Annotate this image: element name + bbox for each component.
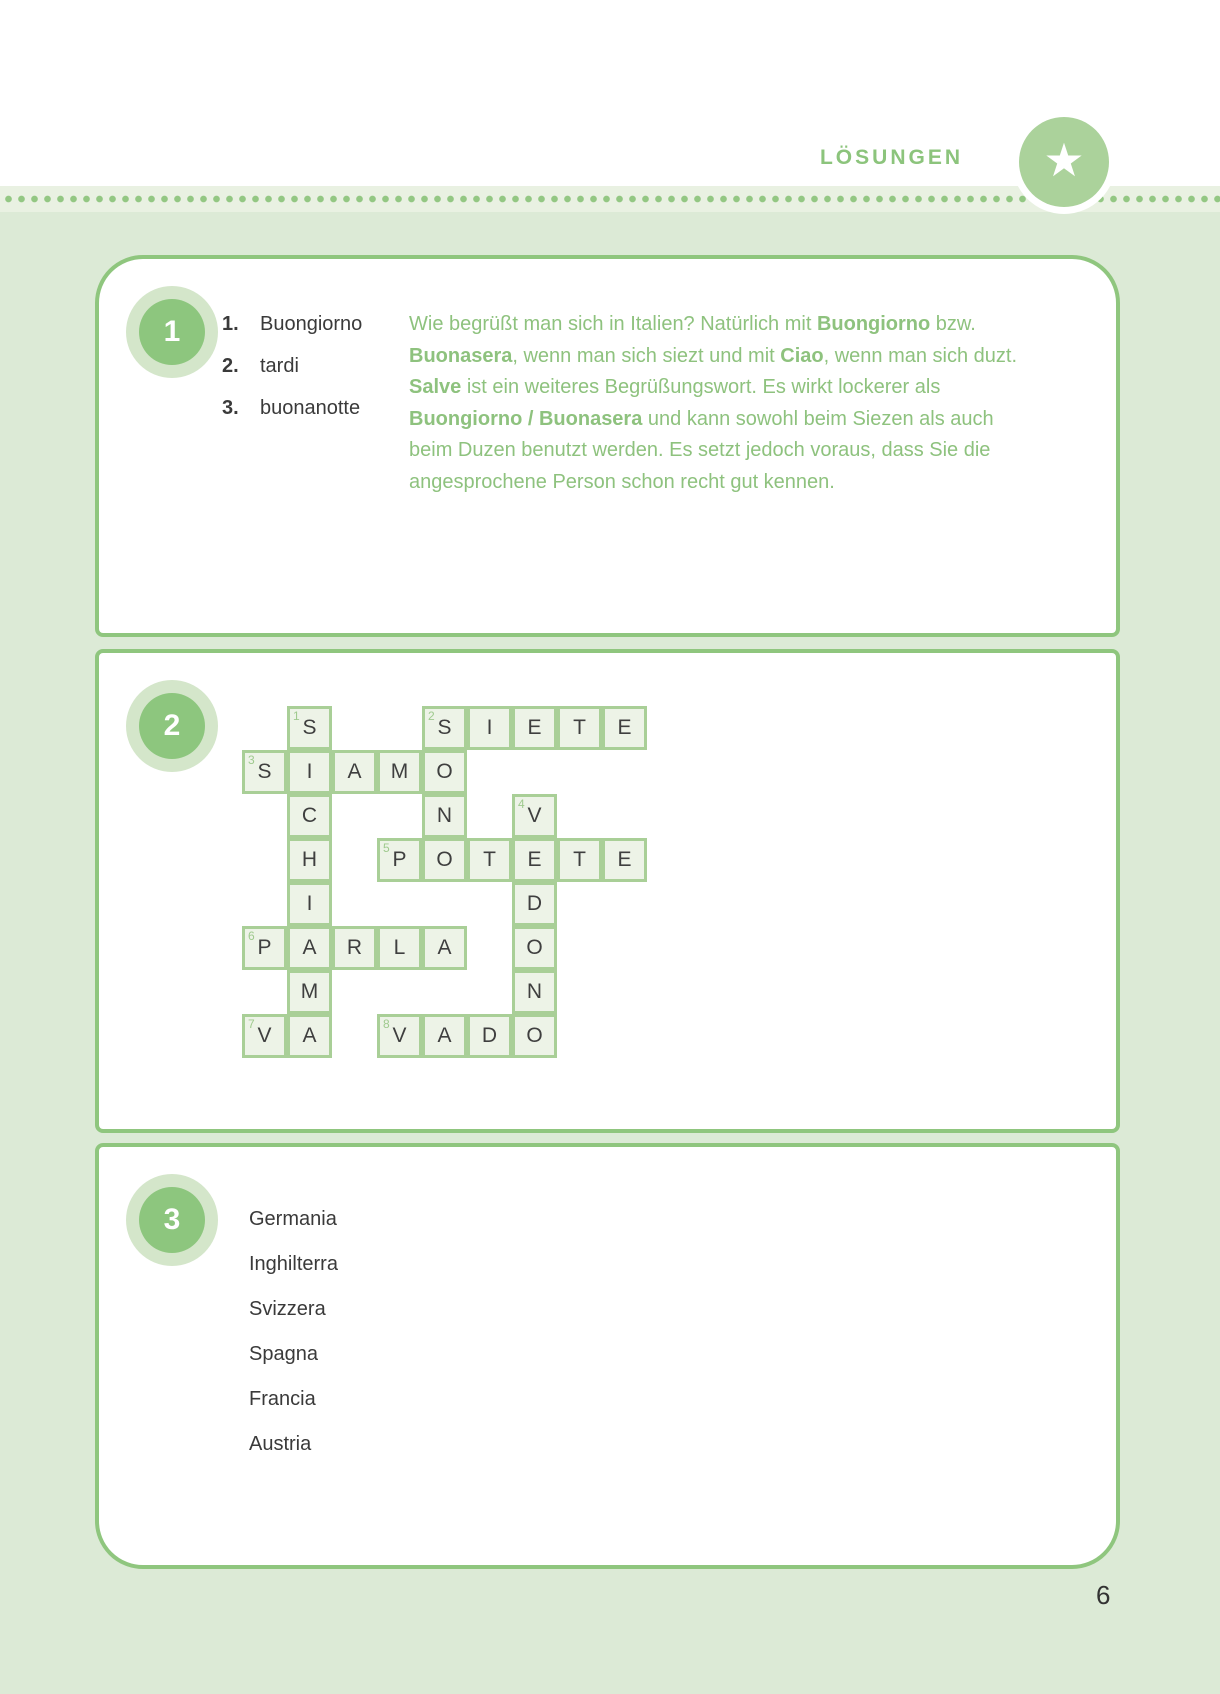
explanation-segment: Wie begrüßt man sich in Italien? Natürlich mit — [409, 313, 817, 335]
crossword-cell-letter: H — [301, 848, 318, 871]
star-icon: ★ — [1043, 134, 1085, 186]
crossword-cell-number: 4 — [518, 797, 525, 811]
crossword-cell-letter: N — [436, 804, 453, 827]
crossword-cell-letter: L — [393, 936, 406, 959]
crossword-cell — [422, 838, 467, 882]
crossword-cell — [287, 926, 332, 970]
exercise2-box — [95, 649, 1120, 1133]
crossword-cell-number: 8 — [383, 1017, 390, 1031]
crossword-cell — [512, 1014, 557, 1058]
crossword-cell — [467, 706, 512, 750]
crossword-cell-letter: V — [392, 1024, 407, 1047]
country-item: Francia — [249, 1388, 316, 1410]
explanation-segment: ist ein weiteres Begrüßungswort. Es wirkt lockerer als — [461, 376, 941, 398]
explanation-segment: Ciao — [780, 344, 824, 367]
crossword-cell — [287, 706, 332, 750]
crossword-cell — [242, 1014, 287, 1058]
crossword-cell-number: 6 — [248, 929, 255, 943]
crossword-cell-letter: D — [481, 1024, 498, 1047]
crossword-cell — [512, 838, 557, 882]
crossword-cell — [287, 838, 332, 882]
explanation-segment: bzw. — [930, 313, 976, 335]
exercise3-box — [95, 1143, 1120, 1569]
crossword-cell — [422, 706, 467, 750]
solution-item-number: 2. — [222, 354, 239, 377]
crossword-cell-letter: M — [300, 980, 319, 1003]
crossword-cell — [512, 882, 557, 926]
crossword-cell — [287, 750, 332, 794]
crossword-cell — [287, 794, 332, 838]
solution-item-text: buonanotte — [260, 396, 361, 419]
crossword-cell — [512, 706, 557, 750]
crossword-cell — [422, 794, 467, 838]
crossword-cell-letter: S — [302, 716, 317, 739]
crossword-cell-letter: E — [617, 716, 632, 739]
exercise2-badge — [126, 680, 218, 772]
exercise2-badge-number: 2 — [139, 693, 205, 759]
crossword-cell-letter: A — [347, 760, 362, 783]
crossword-cell-letter: E — [617, 848, 632, 871]
page-title: LÖSUNGEN — [819, 146, 963, 169]
exercise1-box — [95, 255, 1120, 637]
crossword-cell — [287, 1014, 332, 1058]
solution-item-text: Buongiorno — [260, 312, 363, 335]
crossword-cell — [602, 706, 647, 750]
crossword-cell — [422, 750, 467, 794]
crossword-grid — [242, 706, 647, 1058]
crossword-cell-letter: A — [302, 936, 317, 959]
solution-item — [222, 303, 362, 345]
crossword-cell — [557, 838, 602, 882]
solution-item-text: tardi — [260, 354, 299, 377]
crossword-cell-letter: D — [526, 892, 543, 915]
crossword-cell — [287, 882, 332, 926]
exercise1-list — [222, 303, 362, 429]
crossword-cell-letter: T — [573, 848, 586, 871]
crossword-cell — [332, 926, 377, 970]
crossword-cell-letter: O — [526, 936, 543, 959]
crossword-cell-letter: R — [346, 936, 363, 959]
solution-item — [222, 345, 362, 387]
crossword-cell-letter: M — [390, 760, 409, 783]
crossword-cell — [377, 1014, 422, 1058]
crossword-cell — [467, 838, 512, 882]
crossword-cell — [377, 750, 422, 794]
crossword-cell-letter: N — [526, 980, 543, 1003]
page-number: 6 — [1096, 1580, 1111, 1610]
star-circle — [1019, 117, 1109, 207]
crossword-cell — [377, 926, 422, 970]
exercise1-badge — [126, 286, 218, 378]
crossword-cell-letter: V — [257, 1024, 272, 1047]
crossword-cell-letter: O — [526, 1024, 543, 1047]
crossword-cell-letter: A — [437, 1024, 452, 1047]
crossword-cell — [242, 926, 287, 970]
crossword-cell-letter: T — [573, 716, 586, 739]
crossword-cell — [512, 970, 557, 1014]
crossword-cell-letter: P — [257, 936, 272, 959]
country-item: Austria — [249, 1433, 312, 1455]
crossword-cell-letter: O — [436, 848, 453, 871]
explanation-segment: Salve — [409, 376, 462, 398]
crossword-cell-letter: E — [527, 848, 542, 871]
explanation-segment: , wenn man sich siezt und mit — [512, 344, 781, 367]
crossword-cell-number: 2 — [428, 709, 435, 723]
country-item: Spagna — [249, 1343, 318, 1365]
crossword-cell-letter: I — [306, 760, 313, 783]
crossword-cell-letter: V — [527, 804, 542, 827]
crossword-cell-letter: T — [483, 848, 496, 871]
explanation-text — [409, 309, 1021, 498]
crossword-cell — [512, 926, 557, 970]
crossword-cell-number: 5 — [383, 841, 390, 855]
exercise3-list — [249, 1197, 338, 1467]
crossword-cell — [422, 1014, 467, 1058]
crossword-cell-letter: A — [302, 1024, 317, 1047]
star-badge — [1012, 110, 1116, 214]
solution-item-number: 1. — [222, 312, 239, 335]
crossword-cell-letter: S — [437, 716, 452, 739]
crossword-cell — [512, 794, 557, 838]
explanation-segment: und kann sowohl beim Siezen als auch beim Duzen benutzt werden. Es setzt jedoch voraus, dass Sie die angesprochene Person schon recht gut kennen. — [409, 407, 994, 493]
crossword-cell-letter: P — [392, 848, 407, 871]
explanation-segment: Buongiorno — [816, 313, 931, 335]
solution-item-number: 3. — [222, 396, 239, 419]
crossword-cell-letter: I — [486, 716, 493, 739]
crossword-cell-number: 3 — [248, 753, 255, 767]
crossword-cell — [287, 970, 332, 1014]
explanation-segment: , wenn man sich duzt. — [823, 344, 1018, 367]
exercise3-badge-number: 3 — [139, 1187, 205, 1253]
crossword-cell-number: 7 — [248, 1017, 255, 1031]
crossword-cell-number: 1 — [293, 709, 300, 723]
crossword-cell-letter: C — [301, 804, 318, 827]
country-item: Svizzera — [249, 1298, 326, 1320]
crossword-cell — [557, 706, 602, 750]
crossword-cell — [332, 750, 377, 794]
country-item: Inghilterra — [249, 1253, 338, 1275]
exercise3-badge — [126, 1174, 218, 1266]
explanation-segment: Buonasera — [409, 344, 513, 367]
crossword-cell-letter: A — [437, 936, 452, 959]
crossword-cell — [602, 838, 647, 882]
crossword-cell-letter: I — [306, 892, 313, 915]
crossword-cell-letter: S — [257, 760, 272, 783]
crossword-cell — [377, 838, 422, 882]
crossword-cell-letter: O — [436, 760, 453, 783]
explanation-segment: Buongiorno / Buonasera — [409, 407, 643, 430]
crossword-cell-letter: E — [527, 716, 542, 739]
solution-item — [222, 387, 362, 429]
crossword-cell — [467, 1014, 512, 1058]
crossword-cell — [422, 926, 467, 970]
exercise1-badge-number: 1 — [139, 299, 205, 365]
crossword-cell — [242, 750, 287, 794]
country-item: Germania — [249, 1208, 337, 1230]
